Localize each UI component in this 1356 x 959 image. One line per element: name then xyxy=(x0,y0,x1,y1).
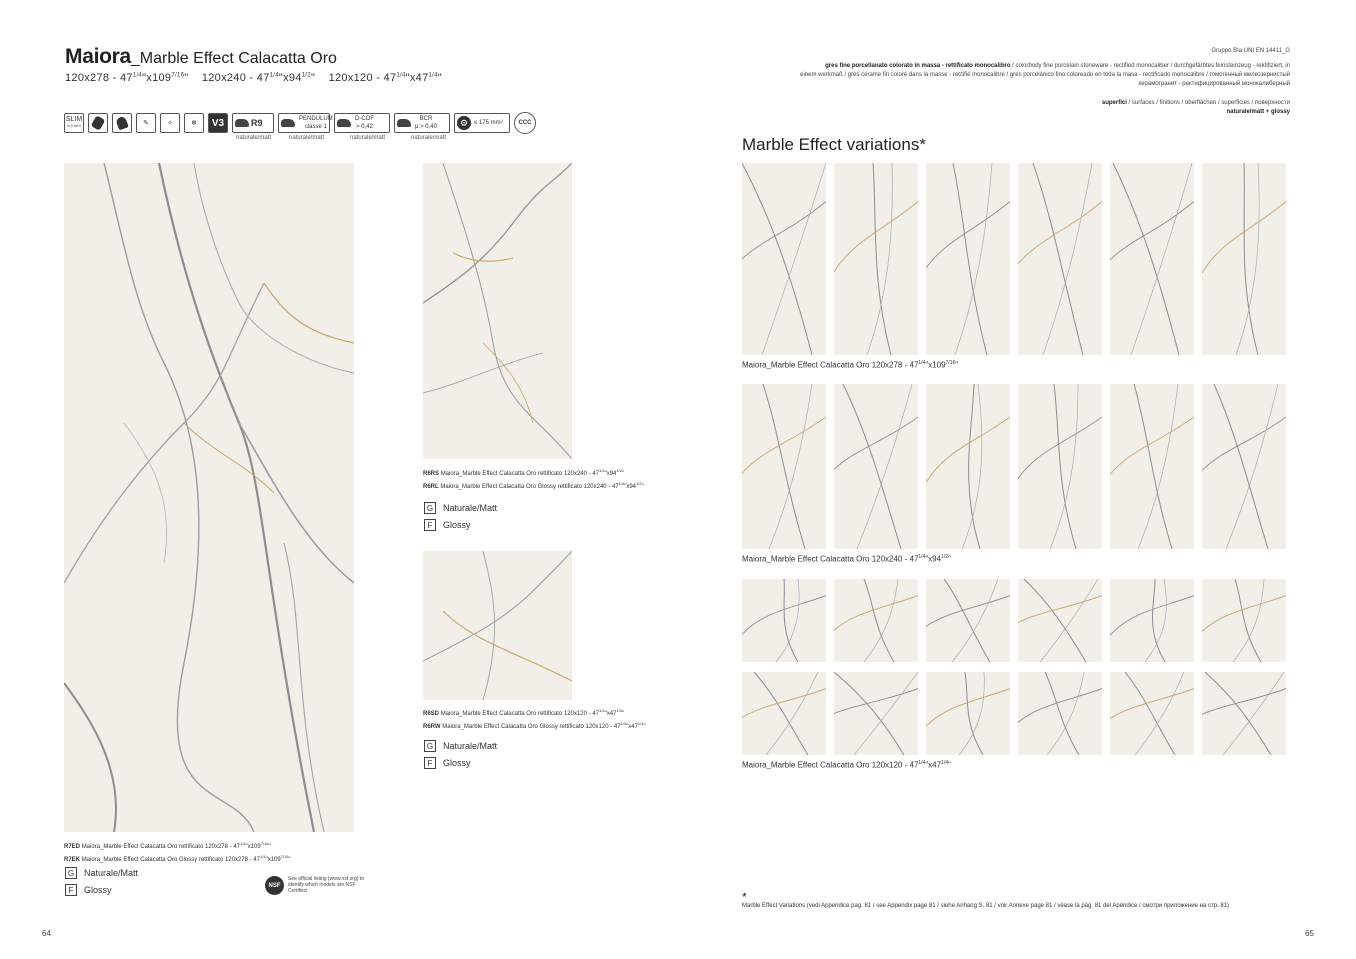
variation-tile xyxy=(1110,672,1194,755)
finish-matt-120x278: G Naturale/Matt xyxy=(65,867,138,879)
variation-tile xyxy=(1110,579,1194,662)
variation-tile xyxy=(1018,579,1102,662)
variation-tile xyxy=(926,163,1010,355)
variation-tile xyxy=(742,672,826,755)
variation-tile xyxy=(1202,579,1286,662)
surfaces-info: superfici / surfaces / finitions / oberflächen / superficies / поверхности naturale/matt + glossy xyxy=(1101,100,1290,115)
glove-icon xyxy=(112,113,132,133)
caption-120x278: R7ED Maiora_Marble Effect Calacatta Oro rettificato $120x278 - 47^{1/4}"x109^{7/16}$" R7EK Maiora_Marble Effect Calacatta Oro Glossy rettificato $120x278 - 47^{1/4}"x109^{7/16}$" xyxy=(64,841,291,863)
title-series: _Marble Effect Calacatta Oro xyxy=(130,50,337,67)
hand-icon xyxy=(88,113,108,133)
variations-caption-120x278: Maiora_Marble Effect Calacatta Oro $120x278 - 47^{1/4}"x109^{7/16}$" xyxy=(742,360,959,370)
nsf-note: See official listing (www.nsf.org) to identify which models are NSF Certified xyxy=(288,876,365,894)
variations-title: Marble Effect variations* xyxy=(742,135,926,154)
surface-label-r9: naturale/matt xyxy=(236,135,272,141)
surface-label-pendulum: naturale/matt xyxy=(289,135,325,141)
page-number-left: 64 xyxy=(42,929,51,938)
variation-tile xyxy=(1202,672,1286,755)
variation-tile xyxy=(926,672,1010,755)
product-title xyxy=(65,45,337,69)
variation-tile xyxy=(742,384,826,549)
variation-tile xyxy=(834,579,918,662)
bcr-icon: BCR μ > 0,40 xyxy=(394,113,450,133)
size-2: $120x240 - 47^{1/4}"x94^{1/2}$" xyxy=(201,72,316,84)
variation-tile xyxy=(1018,672,1102,755)
dcof-icon: D-COF > 0,42 xyxy=(334,113,390,133)
surface-label-dcof: naturale/matt xyxy=(350,135,386,141)
finish-matt-120x240: G Naturale/Matt xyxy=(424,502,497,514)
size-list xyxy=(65,72,442,84)
finish-matt-120x120: G Naturale/Matt xyxy=(424,740,497,752)
variation-tile xyxy=(742,163,826,355)
page-number-right: 65 xyxy=(1305,929,1314,938)
variation-tile xyxy=(926,579,1010,662)
frost-icon: ❄ xyxy=(184,113,204,133)
footnote: Marble Effect Variations (vedi Appendice pag. 81 / see Appendix page 81 / siehe Anhang S. 81 / voir Annexe page 81 / véase la pág. 81 del Apéndice / смотри приложение на стр. 81) xyxy=(742,903,1230,909)
footnote-star: * xyxy=(742,890,747,904)
variations-caption-120x240: Maiora_Marble Effect Calacatta Oro $120x240 - 47^{1/4}"x94^{1/2}$" xyxy=(742,554,951,564)
variations-caption-120x120: Maiora_Marble Effect Calacatta Oro $120x120 - 47^{1/4}"x47^{1/4}$" xyxy=(742,760,951,770)
r9-icon: R9 xyxy=(232,113,274,133)
caption-120x120: R6SD Maiora_Marble Effect Calacatta Oro rettificato $120x120 - 47^{1/4}"x47^{1/4}$" R6RW Maiora_Marble Effect Calacatta Oro Glossy rettificato $120x120 - 47^{1/4}"x47^{1/4}$" xyxy=(423,708,646,730)
tile-image-120x120 xyxy=(423,551,572,700)
finish-glossy-120x120: F Glossy xyxy=(424,757,471,769)
finish-glossy-120x240: F Glossy xyxy=(424,519,471,531)
variation-tile xyxy=(834,384,918,549)
brush-icon: ✎ xyxy=(136,113,156,133)
variation-tile xyxy=(1018,163,1102,355)
size-3: $120x120 - 47^{1/4}"x47^{1/4}$" xyxy=(328,72,442,84)
standard-label: Gruppo BIa UNI EN 14411_G xyxy=(1211,48,1290,54)
variation-tile xyxy=(1018,384,1102,549)
tile-image-120x278 xyxy=(64,163,354,832)
variation-tile xyxy=(1202,163,1286,355)
tile-image-120x240 xyxy=(423,163,572,459)
technical-icons xyxy=(64,112,536,134)
material-description: gres fine porcellanato colorato in massa - rettificato monocalibro / colorbody fine porcelain stoneware - rectified monocaliber / durchgefärbtes feinsteinzeug - rektifiziert, in einem werkmaß / grès cérame fin coloré dans la masse - rectifié monocalibre / gres porcelánico fino coloreado en toda la masa - rectificado monocalibre / гомогенный мелкозернистый керамогранит - ректифицированный монокалиберный xyxy=(800,63,1290,87)
variation-tile xyxy=(926,384,1010,549)
pendulum-icon: PENDULUM classe 1 xyxy=(278,113,330,133)
finish-glossy-120x278: F Glossy xyxy=(65,884,112,896)
caption-120x240: R6RS Maiora_Marble Effect Calacatta Oro rettificato $120x240 - 47^{1/4}"x94^{1/2}$" R6RL Maiora_Marble Effect Calacatta Oro Glossy rettificato $120x240 - 47^{1/4}"x94^{1/2}$" xyxy=(423,468,644,490)
size-1: $120x278 - 47^{1/4}"x109^{7/16}$" xyxy=(65,72,189,84)
ccc-certification-icon: CCC xyxy=(514,112,536,134)
slim-icon: SLIM 6,0 mm xyxy=(64,113,84,133)
variation-tile xyxy=(834,163,918,355)
v3-icon: V3 xyxy=(208,113,228,133)
stain-icon: ✧ xyxy=(160,113,180,133)
nsf-logo: NSF xyxy=(265,876,284,895)
variation-tile xyxy=(1202,384,1286,549)
variation-tile xyxy=(1110,384,1194,549)
variation-tile xyxy=(1110,163,1194,355)
abrasion-icon: ⚙ ≤ 175 mm³ xyxy=(454,113,510,133)
variation-tile xyxy=(834,672,918,755)
title-brand: Maiora xyxy=(65,45,131,68)
surface-label-bcr: naturale/matt xyxy=(411,135,447,141)
variation-tile xyxy=(742,579,826,662)
